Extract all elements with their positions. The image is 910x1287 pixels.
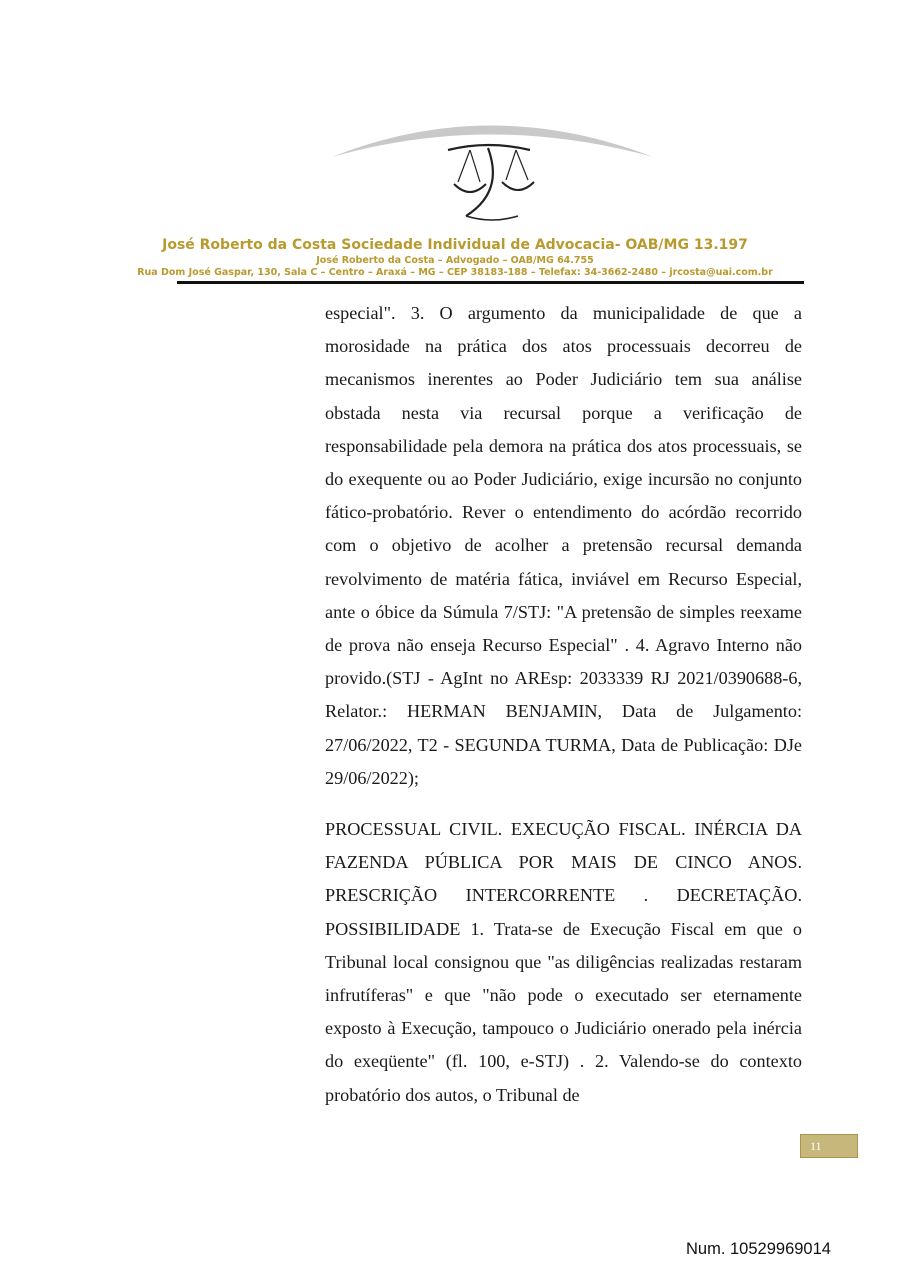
page-number: 11 [800,1134,858,1158]
address-line: Rua Dom José Gaspar, 130, Sala C – Centro – Araxá – MG – CEP 38183-188 – Telefax: 34-3662-2480 – jrcosta@uai.com.br [137,267,773,278]
header-rule [177,281,804,284]
document-number: Num. 10529969014 [686,1240,831,1258]
scales-of-justice-logo [330,112,655,232]
lawyer-line: José Roberto da Costa – Advogado – OAB/MG 64.755 [316,255,594,266]
document-body [325,297,802,1112]
paragraph: especial". 3. O argumento da municipalidade de que a morosidade na prática dos atos processuais decorreu de mecanismos inerentes ao Poder Judiciário tem sua análise obstada nesta via recursal porque a verificação de responsabilidade pela demora na prática dos atos processuais, se do exequente ou ao Poder Judiciário, exige incursão no conjunto fático-probatório. Rever o entendimento do acórdão recorrido com o objetivo de acolher a pretensão recursal demanda revolvimento de matéria fática, inviável em Recurso Especial, ante o óbice da Súmula 7/STJ: "A pretensão de simples reexame de prova não enseja Recurso Especial" . 4. Agravo Interno não provido.(STJ - AgInt no AREsp: 2033339 RJ 2021/0390688-6, Relator.: HERMAN BENJAMIN, Data de Julgamento: 27/06/2022, T2 - SEGUNDA TURMA, Data de Publicação: DJe 29/06/2022); [325,303,802,788]
firm-name: José Roberto da Costa Sociedade Individual de Advocacia- OAB/MG 13.197 [162,237,748,253]
paragraph: PROCESSUAL CIVIL. EXECUÇÃO FISCAL. INÉRCIA DA FAZENDA PÚBLICA POR MAIS DE CINCO ANOS. PRESCRIÇÃO INTERCORRENTE . DECRETAÇÃO. POSSIBILIDADE 1. Trata-se de Execução Fiscal em que o Tribunal local consignou que "as diligências realizadas restaram infrutíferas" e que "não pode o executado ser eternamente exposto à Execução, tampouco o Judiciário onerado pela inércia do exeqüente" (fl. 100, e-STJ) . 2. Valendo-se do contexto probatório dos autos, o Tribunal de [325,819,802,1105]
